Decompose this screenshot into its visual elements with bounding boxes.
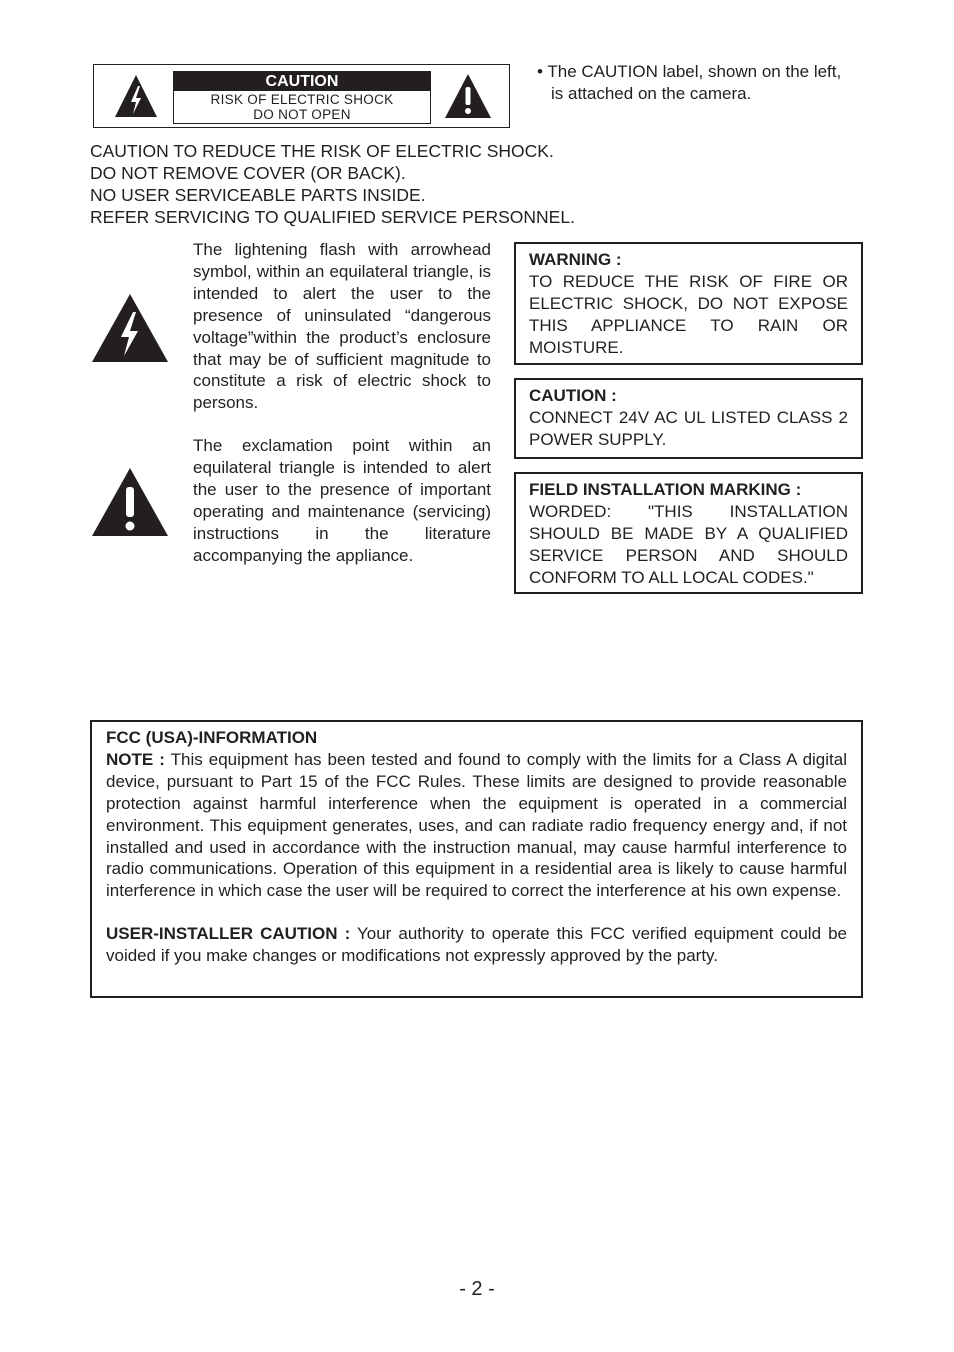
warning-body: TO REDUCE THE RISK OF FIRE OR ELECTRIC SHOCK, DO NOT EXPOSE THIS APPLIANCE TO RAIN OR MOISTURE. (529, 271, 848, 357)
lightning-triangle-icon (114, 74, 158, 118)
label-note (537, 61, 877, 105)
caution-line: DO NOT REMOVE COVER (OR BACK). (90, 163, 406, 183)
warning-heading: WARNING : (529, 250, 622, 269)
caution-label-title: CAUTION (174, 72, 430, 91)
fcc-note (106, 749, 847, 902)
fcc-information-box (90, 720, 863, 998)
fcc-heading: FCC (USA)-INFORMATION (106, 728, 318, 747)
power-caution-heading: CAUTION : (529, 386, 617, 405)
bullet: • (537, 62, 543, 81)
lightning-triangle-icon (91, 293, 169, 363)
label-note-line2: is attached on the camera. (551, 84, 752, 103)
power-caution-box (514, 378, 863, 459)
fcc-user-caution-text: Your authority to operate this FCC verified equipment could be voided if you make changes or modifications not expressly approved by the party. (106, 924, 847, 966)
fcc-user-caution-label: USER-INSTALLER CAUTION : (106, 924, 351, 944)
power-caution-body: CONNECT 24V AC UL LISTED CLASS 2 POWER SUPPLY. (529, 407, 848, 449)
exclamation-triangle-icon (91, 467, 169, 537)
exclamation-triangle-icon (444, 73, 492, 119)
exclamation-symbol-description: The exclamation point within an equilateral triangle is intended to alert the user to the presence of important operating and maintenance (servicing) instructions in the literature accompanying the appliance. (193, 436, 491, 565)
warning-box (514, 242, 863, 365)
caution-line: REFER SERVICING TO QUALIFIED SERVICE PERSONNEL. (90, 207, 575, 227)
caution-line: NO USER SERVICEABLE PARTS INSIDE. (90, 185, 426, 205)
field-installation-body: WORDED: "THIS INSTALLATION SHOULD BE MADE BY A QUALIFIED SERVICE PERSON AND SHOULD CONFORM TO ALL LOCAL CODES." (529, 501, 848, 587)
caution-statements (90, 140, 575, 228)
caution-label-line1: RISK OF ELECTRIC SHOCK (210, 92, 394, 107)
caution-line: CAUTION TO REDUCE THE RISK OF ELECTRIC SHOCK. (90, 141, 554, 161)
fcc-note-label: NOTE : (106, 749, 165, 769)
fcc-user-caution (106, 923, 847, 967)
lightning-symbol-description: The lightening flash with arrowhead symbol, within an equilateral triangle, is intended to alert the user to the presence of uninsulated “dangerous voltage”within the product’s enclosure that may be of sufficient magnitude to constitute a risk of electric shock to persons. (193, 240, 491, 413)
caution-label (173, 71, 431, 124)
caution-label-line2: DO NOT OPEN (253, 107, 351, 122)
label-note-line1: The CAUTION label, shown on the left, (547, 62, 842, 81)
field-installation-box (514, 472, 863, 594)
fcc-note-text: This equipment has been tested and found to comply with the limits for a Class A digital device, pursuant to Part 15 of the FCC Rules. These limits are designed to provide reasonable protection against harmful interference when the equipment is operated in a commercial environment. This equipment generates, uses, and can radiate radio frequency energy and, if not installed and used in accordance with the instruction manual, may cause harmful interference to radio communications. Operation of this equipment in a residential area is likely to cause harmful interference in which case the user will be required to correct the interference at his own expense. (106, 749, 847, 901)
field-installation-heading: FIELD INSTALLATION MARKING : (529, 480, 802, 499)
page-number: - 2 - (459, 1278, 495, 1300)
